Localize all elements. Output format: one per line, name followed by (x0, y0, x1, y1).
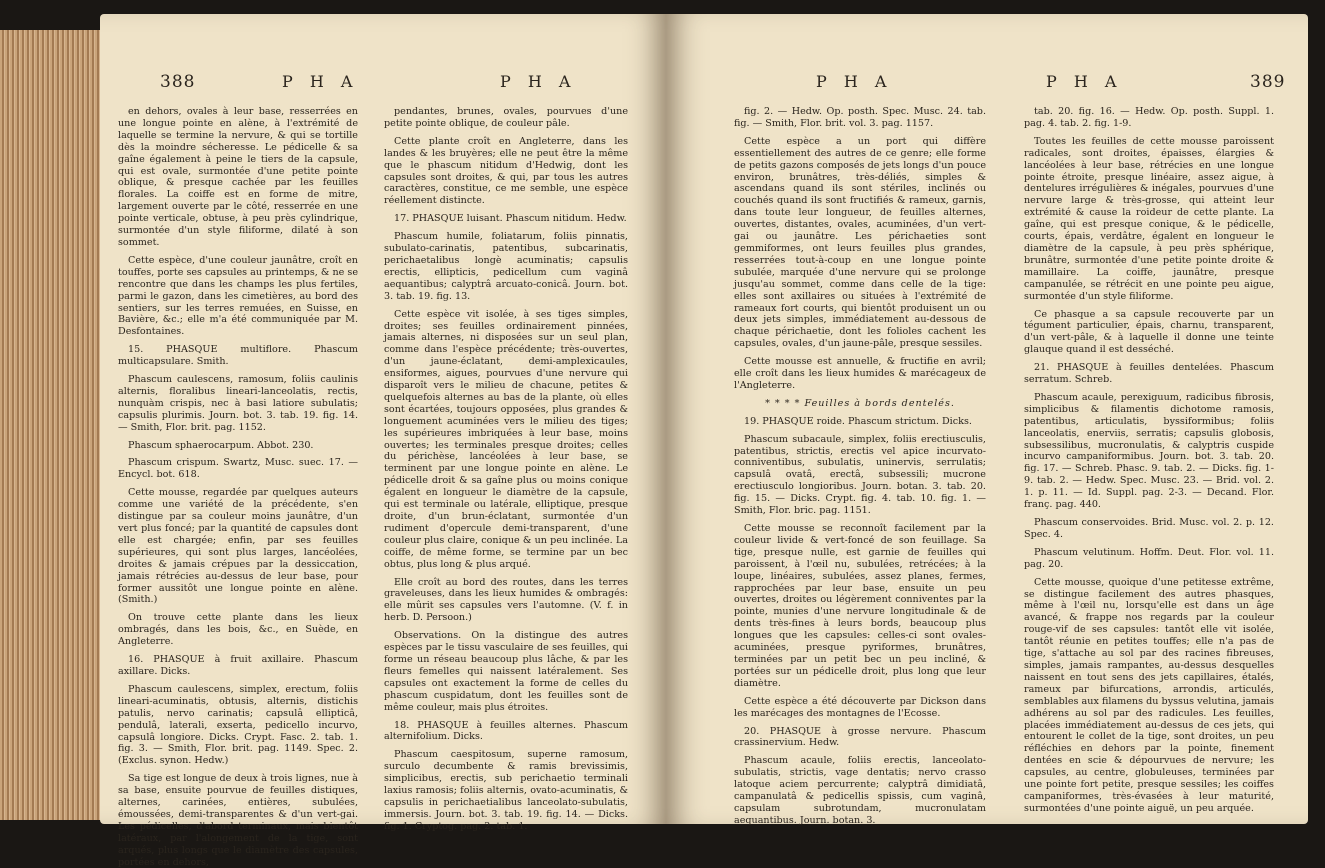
left-column-1 (118, 106, 358, 868)
right-running-head (666, 72, 1308, 98)
paragraph: Cette espèce a été découverte par Dickson dans les marécages des montagnes de l'Ecosse. (734, 695, 986, 719)
paragraph: fig. 2. — Hedw. Op. posth. Spec. Musc. 24. tab. fig. — Smith, Flor. brit. vol. 3. pag. 1157. (734, 106, 986, 129)
paragraph: Toutes les feuilles de cette mousse paroissent radicales, sont droites, épaisses, élargies & lancéolées à leur base, rétrécies en une longue pointe étroite, presque linéaire, assez aigue, à dentelures irrégulières & inégales, pourvues d'une nervure large & très-grosse, qui atteint leur extrémité & cause la roideur de cette plante. La gaîne, qui est presque conique, & le pédicelle, courts, épais, verdâtre, égalent en longueur le diamètre de la capsule, à peu près sphérique, brunâtre, surmontée d'une petite pointe droite & mamillaire. La coiffe, jaunâtre, presque campanulée, se rétrécit en une pointe peu aigue, surmontée d'un style filiforme. (1024, 135, 1274, 302)
paragraph: Phascum velutinum. Hoffm. Deut. Flor. vol. 11. pag. 20. (1024, 546, 1274, 570)
paragraph: 19. PHASQUE roide. Phascum strictum. Dicks. (744, 415, 972, 427)
right-page-number: 389 (1250, 72, 1286, 92)
paragraph: Phascum crispum. Swartz, Musc. suec. 17. — Encycl. bot. 618. (118, 457, 358, 481)
paragraph: Elle croît au bord des routes, dans les terres graveleuses, dans les lieux humides & ombragés: elle mûrit ses capsules vers l'automne. (V. f. in herb. D. Persoon.) (384, 576, 628, 624)
paragraph: 21. PHASQUE à feuilles dentelées. Phascum serratum. Schreb. (1024, 362, 1274, 386)
right-head-title-1: P H A (816, 72, 893, 91)
paragraph: Sa tige est longue de deux à trois lignes, nue à sa base, ensuite pourvue de feuilles distiques, alternes, carinées, entières, subulées, émoussées, demi-transparentes & d'un vert-gai. Les pédicelles, d'abord terminaux, mais bientôt latéraux, par l'alongement de la tige, sont arqués, plus longs que le diamètre des capsules, portées en dehors, (118, 773, 358, 868)
right-page (666, 14, 1308, 824)
left-page-number: 388 (160, 72, 196, 92)
paragraph: Cette mousse est annuelle, & fructifie en avril; elle croît dans les lieux humides & marécageux de l'Angleterre. (734, 356, 986, 391)
paragraph: Ce phasque a sa capsule recouverte par un tégument particulier, épais, charnu, transparent, d'un vert-pâle, & à laquelle il donne une teinte glauque quand il est desséché. (1024, 308, 1274, 356)
paragraph: On trouve cette plante dans les lieux ombragés, dans les bois, &c., en Suède, en Angleterre. (118, 612, 358, 648)
right-column-2 (1024, 106, 1274, 814)
page-edges (0, 30, 108, 820)
right-column-1 (734, 106, 986, 826)
paragraph: Cette mousse, quoique d'une petitesse extrême, se distingue facilement des autres phasques, même à l'œil nu, lorsqu'elle est dans un âge avancé, & frappe nos regards par la couleur rouge-vif de ses capsules: tantôt elle vit isolée, tantôt réunie en petites touffes; elle n'a pas de tige, s'attache au sol par des racines fibreuses, simples, jamais rampantes, au-dessus desquelles naissent en tout sens des jets capillaires, étalés, rameux par bifurcations, arrondis, articulés, semblables aux filamens du byssus velutina, jamais adhérens au sol par des radicules. Les feuilles, placées immédiatement au-dessus de ces jets, qui entourent le collet de la tige, sont droites, un peu réfléchies en dehors par la pointe, finement dentées en scie & dépourvues de nervure; les capsules, au centre, globuleuses, terminées par une pointe fort petite, presque sessiles; les coiffes campaniformes, très-évasées à leur maturité, surmontées d'une pointe aiguë, un peu arquée. (1024, 576, 1274, 814)
paragraph: Phascum acaule, foliis erectis, lanceolato-subulatis, strictis, vage dentatis; nervo crasso latoque aciem percurrente; calyptrâ dimidiatâ, campanulatâ & pedicellis spissis, cum vaginâ, capsulam subrotundam, mucronulatam aequantibus. Journ. botan. 3. (734, 755, 986, 826)
paragraph: Phascum caulescens, simplex, erectum, foliis lineari-acuminatis, obtusis, alternis, distichis patulis, nervo carinatis; capsulâ ellipticâ, pendulâ, laterali, exserta, pedicello incurvo, capsulâ longiore. Dicks. Crypt. Fasc. 2. tab. 1. fig. 3. — Smith, Flor. brit. pag. 1149. Spec. 2. (Exclus. synon. Hedw.) (118, 683, 358, 767)
paragraph: 17. PHASQUE luisant. Phascum nitidum. Hedw. (394, 213, 627, 225)
paragraph: Cette plante croît en Angleterre, dans les landes & les bruyères; elle ne peut être la même que le phascum nitidum d'Hedwig, dont les capsules sont droites, & qui, par tous les autres caractères, constitue, ce me semble, une espèce réellement distincte. (384, 135, 628, 207)
right-head-title-2: P H A (1046, 72, 1123, 91)
paragraph: Observations. On la distingue des autres espèces par le tissu vasculaire de ses feuilles, qui forme un réseau beaucoup plus lâche, & par les fleurs femelles qui naissent latéralement. Ses capsules ont exactement la forme de celles du phascum cuspidatum, dont les feuilles sont de même couleur, mais plus étroites. (384, 630, 628, 713)
paragraph: tab. 20. fig. 16. — Hedw. Op. posth. Suppl. 1. pag. 4. tab. 2. fig. 1-9. (1024, 106, 1274, 129)
paragraph: pendantes, brunes, ovales, pourvues d'une petite pointe oblique, de couleur pâle. (384, 106, 628, 129)
paragraph: * * * * Feuilles à bords dentelés. (765, 397, 955, 409)
paragraph: 16. PHASQUE à fruit axillaire. Phascum axillare. Dicks. (118, 654, 358, 677)
paragraph: en dehors, ovales à leur base, resserrées en une longue pointe en alène, à l'extrémité de laquelle se termine la nervure, & qui se tortille dès la moindre sécheresse. Le pédicelle & sa gaîne également à peine le tiers de la capsule, qui est ovale, surmontée d'une petite pointe oblique, & presque cachée par les feuilles florales. La coiffe est en forme de mitre, largement ouverte par le côté, resserrée en une pointe verticale, obtuse, à peu près cylindrique, surmontée d'un style filiforme, dilaté à son sommet. (118, 106, 358, 248)
left-running-head (100, 72, 666, 98)
paragraph: Phascum caespitosum, superne ramosum, surculo decumbente & ramis brevissimis, simplicibus, erectis, sub perichaetio terminali laxius ramosis; foliis alternis, ovato-acuminatis, & capsulis in perichaetialibus lanceolato-subulatis, immersis. Journ. bot. 3. tab. 19. fig. 14. — Dicks. fig. 1. Cryptog. pag. 2. tab. 1. (384, 749, 628, 832)
paragraph: 15. PHASQUE multiflore. Phascum multicapsulare. Smith. (118, 344, 358, 368)
paragraph: Phascum caulescens, ramosum, foliis caulinis alternis, floralibus lineari-lanceolatis, rectis, nunquàm crispis, nec à basi latiore subulatis; capsulis plurimis. Journ. bot. 3. tab. 19. fig. 14. — Smith, Flor. brit. pag. 1152. (118, 374, 358, 433)
paragraph: 20. PHASQUE à grosse nervure. Phascum crassinervium. Hedw. (734, 725, 986, 749)
paragraph: Phascum humile, foliatarum, foliis pinnatis, subulato-carinatis, patentibus, subcarinatis, perichaetalibus longè acuminatis; capsulis erectis, ellipticis, pedicellum cum vaginâ aequantibus; calyptrâ arcuato-conicâ. Journ. bot. 3. tab. 19. fig. 13. (384, 231, 628, 302)
paragraph: Cette espèce vit isolée, à ses tiges simples, droites; ses feuilles ordinairement pinnées, jamais alternes, ni disposées sur un seul plan, comme dans l'espèce précédente; très-ouvertes, d'un jaune-éclatant, demi-amplexicaules, ensiformes, aigues, pourvues d'une nervure qui disparoît vers le milieu de chacune, petites & quelquefois alternes au bas de la plante, où elles sont écartées, toujours opposées, plus grandes & longuement acuminées vers le milieu des tiges; les supérieures imbriquées à leur base, moins ouvertes; les terminales presque droites; celles du périchèse, lancéolées à leur base, se terminent par une longue pointe en alène. Le pédicelle droit & sa gaîne plus ou moins conique égalent en longueur le diamètre de la capsule, qui est terminale ou latérale, elliptique, presque droite, d'un brun-éclatant, surmontée d'un rudiment d'opercule demi-transparent, d'une couleur plus claire, conique & un peu inclinée. La coiffe, de même forme, se termine par un bec obtus, plus long & plus arqué. (384, 308, 628, 570)
paragraph: Phascum subacaule, simplex, foliis erectiusculis, patentibus, strictis, erectis vel apice incurvato-conniventibus, subulatis, uninervis, serrulatis; capsulâ ovatâ, erectâ, subsessili; mucrone erectiusculo longioribus. Journ. botan. 3. tab. 20. fig. 15. — Dicks. Crypt. fig. 4. tab. 10. fig. 1. — Smith, Flor. bric. pag. 1151. (734, 433, 986, 517)
paragraph: 18. PHASQUE à feuilles alternes. Phascum alternifolium. Dicks. (384, 719, 628, 743)
paragraph: Cette mousse se reconnoît facilement par la couleur livide & vert-foncé de son feuillage. Sa tige, presque nulle, est garnie de feuilles qui paroissent, à l'œil nu, subulées, retrécées; à la loupe, linéaires, subulées, assez planes, fermes, rapprochées par leur base, ensuite un peu ouvertes, droites ou légèrement conniventes par la pointe, munies d'une nervure longitudinale & de dents très-fines à leurs bords, beaucoup plus longues que les capsules: celles-ci sont ovales-acuminées, presque pyriformes, brunâtres, terminées par un petit bec un peu incliné, & portées sur un pédicelle droit, plus long que leur diamètre. (734, 523, 986, 689)
paragraph: Phascum acaule, perexiguum, radicibus fibrosis, simplicibus & filamentis dichotome ramosis, patentibus, articulatis, byssiformibus; foliis lanceolatis, enerviis, serratis; capsulis globosis, subsessilibus, mucronulatis, & calyptris cuspide incurvo campaniformibus. Journ. bot. 3. tab. 20. fig. 17. — Schreb. Phasc. 9. tab. 2. — Dicks. fig. 1-9. tab. 2. — Hedw. Spec. Musc. 23. — Brid. vol. 2. 1. p. 11. — Id. Suppl. pag. 2-3. — Decand. Flor. franç. pag. 440. (1024, 391, 1274, 511)
left-head-title-2: P H A (500, 72, 577, 91)
left-page (100, 14, 666, 868)
paragraph: Cette mousse, regardée par quelques auteurs comme une variété de la précédente, s'en distingue par sa couleur moins jaunâtre, d'un vert plus foncé; par la quantité de capsules dont elle est chargée; enfin, par ses feuilles supérieures, qui sont plus larges, lancéolées, droites & jamais crépues par la dessiccation, jamais rétrécies au-dessus de leur base, pour former aussitôt une longue pointe en alène. (Smith.) (118, 487, 358, 606)
paragraph: Cette espèce, d'une couleur jaunâtre, croît en touffes, porte ses capsules au printemps, & ne se rencontre que dans les champs les plus fertiles, parmi le gazon, dans les cimetières, au bord des sentiers, sur les terres remuées, en Suisse, en Bavière, &c.; elle m'a été communiquée par M. Desfontaines. (118, 254, 358, 338)
left-column-2 (384, 106, 628, 832)
paragraph: Cette espèce a un port qui diffère essentiellement des autres de ce genre; elle forme de petits gazons composés de jets longs d'un pouce environ, brunâtres, très-déliés, simples & ascendans quand ils sont stériles, inclinés ou couchés quand ils sont fructifiés & rameux, garnis, dans toute leur longueur, de feuilles alternes, ouvertes, distantes, ovales, acuminées, d'un vert-gai ou jaunâtre. Les périchaeties sont gemmiformes, ont leurs feuilles plus grandes, resserrées tout-à-coup en une longue pointe subulée, marquée d'une nervure qui se prolonge jusqu'au sommet, comme dans celle de la tige: elles sont axillaires ou situées à l'extrémité de rameaux fort courts, qui bientôt produisent un ou deux jets simples, immédiatement au-dessous de chaque périchaetie, dont les folioles cachent les capsules, ovales, d'un jaune-pâle, presque sessiles. (734, 135, 986, 350)
left-head-title-1: P H A (282, 72, 359, 91)
paragraph: Phascum sphaerocarpum. Abbot. 230. (128, 439, 314, 451)
paragraph: Phascum conservoides. Brid. Musc. vol. 2. p. 12. Spec. 4. (1024, 517, 1274, 540)
